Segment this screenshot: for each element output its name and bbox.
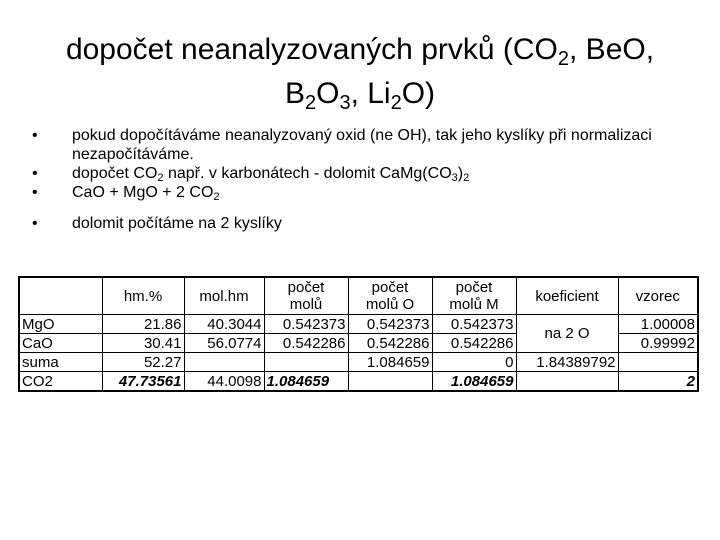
header-cell: mol.hm	[184, 277, 264, 315]
table-cell: 40.3044	[184, 315, 264, 334]
bullet-marker: •	[32, 127, 38, 144]
table-cell: 1.84389792	[516, 353, 618, 372]
table-cell: 0.542373	[348, 315, 432, 334]
header-cell: vzorec	[618, 277, 698, 315]
koeficient-merged-cell: na 2 O	[516, 315, 618, 353]
table-cell: 44.0098	[184, 372, 264, 392]
table-cell: 0.99992	[618, 334, 698, 353]
header-cell: hm.%	[102, 277, 184, 315]
bullet-list	[30, 126, 690, 233]
table-cell: 1.084659	[348, 353, 432, 372]
header-cell: počet molů	[264, 277, 348, 315]
table-cell: 2	[618, 372, 698, 392]
bullet-item	[30, 126, 690, 164]
bullet-marker: •	[32, 165, 38, 182]
table-cell	[348, 372, 432, 392]
table-row	[19, 372, 698, 392]
bullet-text: CaO + MgO + 2 $CO_2$	[72, 184, 220, 203]
table-cell: 0.542373	[432, 315, 516, 334]
title-line-2: $B_2O_3$, $Li_2O$)	[284, 77, 436, 114]
table-row	[19, 315, 698, 334]
bullet-text: dolomit počítáme na 2 kyslíky	[72, 215, 282, 232]
table-cell: 1.084659	[264, 372, 348, 392]
bullet-marker: •	[32, 184, 38, 201]
header-cell: počet molů O	[348, 277, 432, 315]
table-cell: 52.27	[102, 353, 184, 372]
table-cell: 0.542286	[432, 334, 516, 353]
row-label: MgO	[19, 315, 102, 334]
table-cell: 0.542286	[348, 334, 432, 353]
table-row	[19, 353, 698, 372]
header-cell	[19, 277, 102, 315]
table-cell	[618, 353, 698, 372]
header-cell: počet molů M	[432, 277, 516, 315]
bullet-item	[30, 214, 690, 233]
bullet-item	[30, 164, 690, 183]
table-cell: 1.00008	[618, 315, 698, 334]
table-cell: 1.084659	[432, 372, 516, 392]
table-cell: 30.41	[102, 334, 184, 353]
row-label: CaO	[19, 334, 102, 353]
table-cell	[264, 353, 348, 372]
header-cell: koeficient	[516, 277, 618, 315]
bullet-text: dopočet $CO_2$ např. v karbonátech - dolomit $CaMg(CO_3)_2$	[72, 165, 470, 184]
table-header-row	[19, 277, 698, 315]
bullet-marker: •	[32, 215, 38, 232]
slide-title	[0, 28, 720, 116]
table-cell: 56.0774	[184, 334, 264, 353]
row-label: CO2	[19, 372, 102, 392]
data-table	[18, 276, 699, 392]
bullet-item	[30, 183, 690, 202]
table-cell	[516, 372, 618, 392]
table-cell: 0	[432, 353, 516, 372]
table-cell	[184, 353, 264, 372]
title-line-1: dopočet neanalyzovaných prvků ($CO_2$, BeO,	[65, 33, 655, 70]
bullet-text: pokud dopočítáváme neanalyzovaný oxid (ne OH), tak jeho kyslíky při normalizaci nezapočítáváme.	[72, 127, 652, 163]
row-label: suma	[19, 353, 102, 372]
table-cell: 0.542286	[264, 334, 348, 353]
table-cell: 21.86	[102, 315, 184, 334]
table-cell: 0.542373	[264, 315, 348, 334]
table-cell: 47.73561	[102, 372, 184, 392]
